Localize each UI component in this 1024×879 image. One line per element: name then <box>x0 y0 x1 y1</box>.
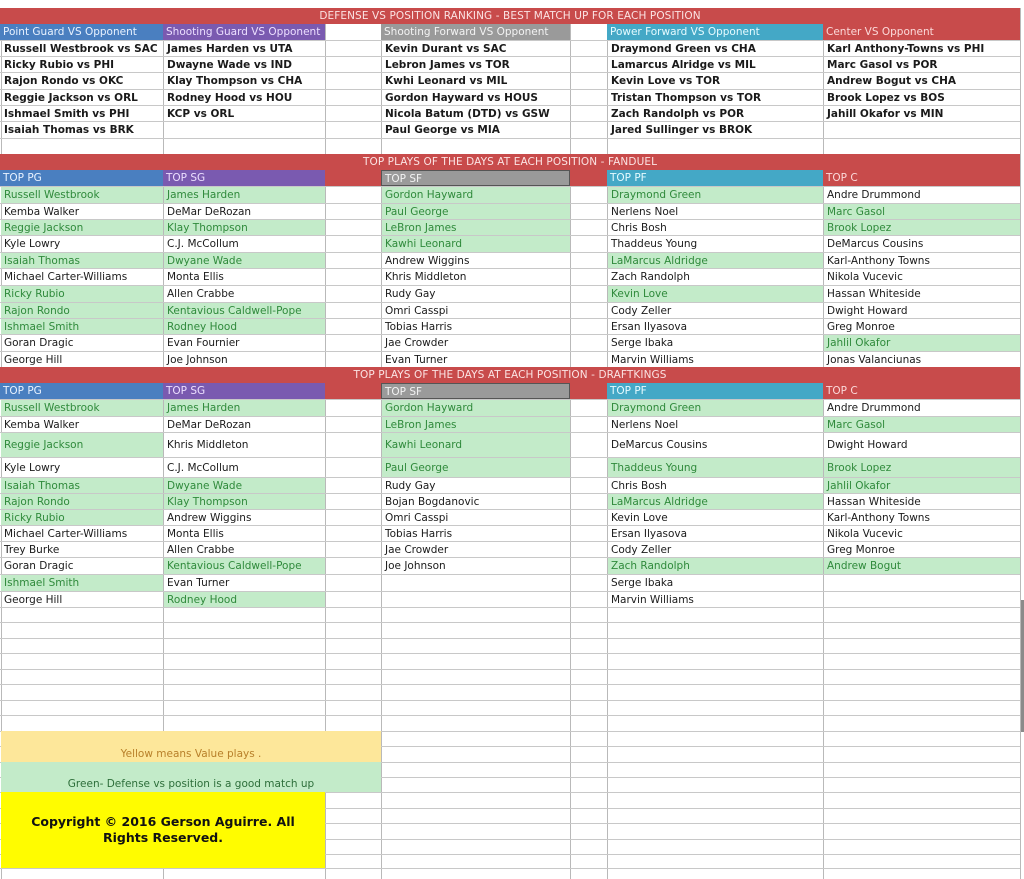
legend-value-plays: Yellow means Value plays . <box>1 731 381 762</box>
draftkings-sg-cell[interactable]: Rodney Hood <box>164 592 325 607</box>
copyright-notice: Copyright © 2016 Gerson Aguirre. All Rights Reserved. <box>1 792 325 868</box>
matchups-pf-cell[interactable]: Kevin Love vs TOR <box>611 75 721 87</box>
fanduel-sf-cell[interactable]: Gordon Hayward <box>382 187 570 203</box>
fanduel-c-cell[interactable]: Jonas Valanciunas <box>827 353 922 366</box>
matchups-sf-cell[interactable]: Kwhi Leonard vs MIL <box>385 75 508 87</box>
draftkings-sf-cell[interactable]: Tobias Harris <box>385 527 453 540</box>
draftkings-pf-cell[interactable]: Draymond Green <box>608 400 823 416</box>
draftkings-sg-cell[interactable]: Kentavious Caldwell-Pope <box>164 558 325 574</box>
draftkings-pf-cell[interactable]: Cody Zeller <box>611 543 672 556</box>
matchups-pg-cell[interactable]: Ishmael Smith vs PHI <box>4 107 130 120</box>
fanduel-pg-cell[interactable]: Kemba Walker <box>4 205 80 218</box>
draftkings-c-cell[interactable]: Karl-Anthony Towns <box>827 511 930 524</box>
draftkings-sg-cell[interactable]: DeMar DeRozan <box>167 418 252 431</box>
matchups-pg-cell[interactable]: Reggie Jackson vs ORL <box>4 91 138 104</box>
matchups-sg-cell[interactable]: KCP vs ORL <box>167 107 235 120</box>
draftkings-c-cell[interactable]: Andre Drummond <box>827 402 921 414</box>
draftkings-pg-cell[interactable]: Reggie Jackson <box>1 433 163 457</box>
fanduel-sf-cell[interactable]: Jae Crowder <box>385 337 449 349</box>
draftkings-pg-cell[interactable]: Kemba Walker <box>4 418 80 431</box>
draftkings-pg-cell[interactable]: Russell Westbrook <box>1 400 163 416</box>
fanduel-pf-cell[interactable]: Serge Ibaka <box>611 337 674 349</box>
fanduel-sg-cell[interactable]: Klay Thompson <box>164 220 325 235</box>
fanduel-sg-cell[interactable]: Evan Fournier <box>167 337 240 349</box>
matchups-pf-cell[interactable]: Lamarcus Alridge vs MIL <box>611 58 756 71</box>
fanduel-c-cell[interactable]: Nikola Vucevic <box>827 271 903 283</box>
draftkings-sf-cell[interactable]: LeBron James <box>382 417 570 432</box>
fanduel-sf-cell[interactable]: Evan Turner <box>385 353 448 366</box>
fanduel-pf-cell[interactable]: Cody Zeller <box>611 304 672 317</box>
fanduel-sg-cell[interactable]: Kentavious Caldwell-Pope <box>164 303 325 318</box>
matchups-c-cell[interactable]: Jahill Okafor vs MIN <box>827 107 944 120</box>
fanduel-sg-cell[interactable]: Joe Johnson <box>167 353 228 366</box>
draftkings-sg-cell[interactable]: Klay Thompson <box>164 494 325 509</box>
fanduel-c-cell[interactable]: Karl-Anthony Towns <box>827 254 930 267</box>
draftkings-sg-cell[interactable]: Monta Ellis <box>167 527 224 540</box>
draftkings-c-cell[interactable]: Nikola Vucevic <box>827 527 903 540</box>
fanduel-sf-cell[interactable]: Tobias Harris <box>385 320 453 333</box>
fanduel-pg-cell[interactable]: Ricky Rubio <box>1 286 163 302</box>
fanduel-header-pf: TOP PF <box>607 170 823 186</box>
draftkings-sf-cell[interactable]: Kawhi Leonard <box>382 433 570 457</box>
fanduel-c-cell[interactable]: Greg Monroe <box>827 320 895 333</box>
fanduel-pg-cell[interactable]: Goran Dragic <box>4 337 74 349</box>
fanduel-sf-cell[interactable]: Andrew Wiggins <box>385 254 470 267</box>
draftkings-sg-cell[interactable]: Dwyane Wade <box>164 478 325 493</box>
draftkings-pf-cell[interactable]: Thaddeus Young <box>608 458 823 477</box>
fanduel-sg-cell[interactable]: Monta Ellis <box>167 271 224 283</box>
draftkings-pf-cell[interactable]: Chris Bosh <box>611 479 667 492</box>
fanduel-pg-cell[interactable]: Kyle Lowry <box>4 238 61 250</box>
fanduel-c-cell[interactable]: Andre Drummond <box>827 189 921 201</box>
fanduel-header-c: TOP C <box>823 170 1020 186</box>
grid-line <box>0 138 1020 139</box>
matchups-pg-cell[interactable]: Russell Westbrook vs SAC <box>4 42 158 55</box>
draftkings-pg-cell[interactable]: Michael Carter-Williams <box>4 527 128 540</box>
draftkings-c-cell[interactable] <box>824 575 1020 591</box>
matchups-pf-cell[interactable]: Jared Sullinger vs BROK <box>611 124 753 136</box>
fanduel-pf-cell[interactable]: Ersan Ilyasova <box>611 320 688 333</box>
fanduel-pf-cell[interactable]: LaMarcus Aldridge <box>608 253 823 268</box>
draftkings-pf-cell[interactable]: Ersan Ilyasova <box>611 527 688 540</box>
matchups-sg-cell[interactable]: Rodney Hood vs HOU <box>167 91 293 104</box>
header-c-vs-opponent: Center VS Opponent <box>823 24 1020 40</box>
matchups-c-cell[interactable]: Karl Anthony-Towns vs PHI <box>827 42 985 55</box>
draftkings-sf-cell[interactable]: Omri Casspi <box>385 511 449 524</box>
matchups-sg-cell[interactable]: Klay Thompson vs CHA <box>167 75 303 87</box>
fanduel-sf-cell[interactable]: Paul George <box>382 204 570 219</box>
fanduel-c-cell[interactable]: Brook Lopez <box>824 220 1020 235</box>
fanduel-sf-cell[interactable]: Omri Casspi <box>385 304 449 317</box>
fanduel-sg-cell[interactable]: Rodney Hood <box>164 319 325 334</box>
draftkings-pf-cell[interactable]: LaMarcus Aldridge <box>608 494 823 509</box>
draftkings-sf-cell[interactable] <box>382 592 570 607</box>
fanduel-sf-cell[interactable]: LeBron James <box>382 220 570 235</box>
fanduel-pf-cell[interactable]: Marvin Williams <box>611 353 694 366</box>
fanduel-header-sf: TOP SF <box>381 170 570 186</box>
draftkings-header-pg: TOP PG <box>0 383 163 399</box>
draftkings-pg-cell[interactable]: George Hill <box>4 593 63 606</box>
draftkings-pf-cell[interactable]: Zach Randolph <box>608 558 823 574</box>
fanduel-pg-cell[interactable]: Russell Westbrook <box>1 187 163 203</box>
draftkings-sf-cell[interactable]: Gordon Hayward <box>382 400 570 416</box>
matchups-sf-cell[interactable]: Nicola Batum (DTD) vs GSW <box>385 107 550 120</box>
fanduel-pg-cell[interactable]: Ishmael Smith <box>1 319 163 334</box>
matchups-c-cell[interactable]: Brook Lopez vs BOS <box>827 91 945 104</box>
matchups-pf-cell[interactable]: Draymond Green vs CHA <box>611 42 756 55</box>
draftkings-c-cell[interactable]: Andrew Bogut <box>824 558 1020 574</box>
legend-good-matchup: Green- Defense vs position is a good match up <box>1 762 381 792</box>
draftkings-pf-cell[interactable]: Serge Ibaka <box>611 577 674 589</box>
draftkings-sg-cell[interactable]: James Harden <box>164 400 325 416</box>
fanduel-sg-cell[interactable]: James Harden <box>164 187 325 203</box>
fanduel-c-cell[interactable]: Dwight Howard <box>827 304 908 317</box>
fanduel-pf-cell[interactable]: Zach Randolph <box>611 271 690 283</box>
draftkings-c-cell[interactable]: Jahlil Okafor <box>824 478 1020 493</box>
draftkings-c-cell[interactable]: Greg Monroe <box>827 543 895 556</box>
fanduel-c-cell[interactable]: Hassan Whiteside <box>827 288 921 300</box>
matchup-section-title: DEFENSE VS POSITION RANKING - BEST MATCH UP FOR EACH POSITION <box>0 8 1020 24</box>
matchups-sf-cell[interactable]: Gordon Hayward vs HOUS <box>385 91 538 104</box>
draftkings-pg-cell[interactable]: Goran Dragic <box>4 560 74 572</box>
fanduel-pg-cell[interactable]: Michael Carter-Williams <box>4 271 128 283</box>
grid-line <box>0 653 1020 654</box>
fanduel-pg-cell[interactable]: Reggie Jackson <box>1 220 163 235</box>
fanduel-sg-cell[interactable]: DeMar DeRozan <box>167 205 252 218</box>
draftkings-sg-cell[interactable]: Evan Turner <box>167 577 230 589</box>
grid-line <box>1020 8 1021 879</box>
fanduel-pg-cell[interactable]: Isaiah Thomas <box>1 253 163 268</box>
draftkings-header-sf: TOP SF <box>381 383 570 399</box>
draftkings-sf-cell[interactable]: Joe Johnson <box>385 560 446 572</box>
draftkings-c-cell[interactable]: Hassan Whiteside <box>827 495 921 508</box>
fanduel-pf-cell[interactable]: Chris Bosh <box>611 221 667 234</box>
fanduel-c-cell[interactable]: DeMarcus Cousins <box>827 238 924 250</box>
grid-line <box>0 607 1020 608</box>
header-pf-vs-opponent: Power Forward VS Opponent <box>607 24 823 40</box>
fanduel-header-pg: TOP PG <box>0 170 163 186</box>
header-sf-vs-opponent: Shooting Forward VS Opponent <box>381 24 570 40</box>
grid-line <box>0 638 1020 639</box>
fanduel-pf-cell[interactable]: Draymond Green <box>608 187 823 203</box>
fanduel-sg-cell[interactable]: C.J. McCollum <box>167 238 239 250</box>
draftkings-pg-cell[interactable]: Ricky Rubio <box>1 510 163 525</box>
draftkings-sg-cell[interactable]: Khris Middleton <box>167 439 249 451</box>
fanduel-pg-cell[interactable]: Rajon Rondo <box>1 303 163 318</box>
fanduel-title-text: TOP PLAYS OF THE DAYS AT EACH POSITION - FANDUEL <box>362 156 658 168</box>
matchups-c-cell[interactable]: Marc Gasol vs POR <box>827 58 938 71</box>
draftkings-c-cell[interactable]: Brook Lopez <box>824 458 1020 477</box>
draftkings-header-sg: TOP SG <box>163 383 325 399</box>
matchups-sf-cell[interactable]: Paul George vs MIA <box>385 124 500 136</box>
matchups-pg-cell[interactable]: Rajon Rondo vs OKC <box>4 75 124 87</box>
matchups-sg-cell[interactable]: James Harden vs UTA <box>167 42 293 55</box>
draftkings-c-cell[interactable] <box>824 592 1020 607</box>
draftkings-sf-cell[interactable]: Rudy Gay <box>385 479 436 492</box>
matchups-pg-cell[interactable]: Isaiah Thomas vs BRK <box>4 124 134 136</box>
fanduel-header-sg: TOP SG <box>163 170 325 186</box>
draftkings-c-cell[interactable]: Dwight Howard <box>827 439 908 451</box>
draftkings-pg-cell[interactable]: Ishmael Smith <box>1 575 163 591</box>
draftkings-sg-cell[interactable]: C.J. McCollum <box>167 461 239 474</box>
fanduel-pg-cell[interactable]: George Hill <box>4 353 63 366</box>
draftkings-sf-cell[interactable]: Bojan Bogdanovic <box>385 495 480 508</box>
grid-line <box>0 715 1020 716</box>
fanduel-c-cell[interactable]: Jahlil Okafor <box>824 335 1020 351</box>
matchups-pg-cell[interactable]: Ricky Rubio vs PHI <box>4 58 115 71</box>
draftkings-pg-cell[interactable]: Kyle Lowry <box>4 461 61 474</box>
fanduel-sf-cell[interactable]: Khris Middleton <box>385 271 467 283</box>
grid-line <box>0 669 1020 670</box>
draftkings-pf-cell[interactable]: Nerlens Noel <box>611 418 679 431</box>
draftkings-c-cell[interactable]: Marc Gasol <box>824 417 1020 432</box>
draftkings-header-c: TOP C <box>823 383 1020 399</box>
draftkings-pf-cell[interactable]: Kevin Love <box>611 511 668 524</box>
draftkings-pg-cell[interactable]: Trey Burke <box>4 543 60 556</box>
fanduel-pf-cell[interactable]: Thaddeus Young <box>611 238 698 250</box>
fanduel-sf-cell[interactable]: Rudy Gay <box>385 288 436 300</box>
draftkings-sf-cell[interactable] <box>382 575 570 591</box>
draftkings-header-pf: TOP PF <box>607 383 823 399</box>
draftkings-sf-cell[interactable]: Paul George <box>382 458 570 477</box>
draftkings-pf-cell[interactable]: Marvin Williams <box>611 593 694 606</box>
draftkings-pg-cell[interactable]: Isaiah Thomas <box>1 478 163 493</box>
matchups-pf-cell[interactable]: Zach Randolph vs POR <box>611 107 745 120</box>
draftkings-sg-cell[interactable]: Andrew Wiggins <box>167 511 252 524</box>
draftkings-sf-cell[interactable]: Jae Crowder <box>385 543 449 556</box>
fanduel-pf-cell[interactable]: Nerlens Noel <box>611 205 679 218</box>
matchups-sg-cell[interactable]: Dwayne Wade vs IND <box>167 58 293 71</box>
matchups-pf-cell[interactable]: Tristan Thompson vs TOR <box>611 91 762 104</box>
grid-line <box>0 684 1020 685</box>
fanduel-sf-cell[interactable]: Kawhi Leonard <box>382 236 570 252</box>
draftkings-pf-cell[interactable]: DeMarcus Cousins <box>611 439 708 451</box>
matchups-c-cell[interactable]: Andrew Bogut vs CHA <box>827 75 957 87</box>
matchups-sf-cell[interactable]: Lebron James vs TOR <box>385 58 510 71</box>
grid-line <box>0 622 1020 623</box>
grid-line <box>0 868 1020 869</box>
draftkings-pg-cell[interactable]: Rajon Rondo <box>1 494 163 509</box>
matchups-sf-cell[interactable]: Kevin Durant vs SAC <box>385 42 507 55</box>
grid-line <box>0 700 1020 701</box>
fanduel-sg-cell[interactable]: Dwyane Wade <box>164 253 325 268</box>
fanduel-pf-cell[interactable]: Kevin Love <box>608 286 823 302</box>
draftkings-sg-cell[interactable]: Allen Crabbe <box>167 543 235 556</box>
draftkings-title-text: TOP PLAYS OF THE DAYS AT EACH POSITION - DRAFTKINGS <box>353 369 667 381</box>
header-pg-vs-opponent: Point Guard VS Opponent <box>0 24 163 40</box>
header-sg-vs-opponent: Shooting Guard VS Opponent <box>163 24 325 40</box>
fanduel-c-cell[interactable]: Marc Gasol <box>824 204 1020 219</box>
fanduel-sg-cell[interactable]: Allen Crabbe <box>167 288 235 300</box>
